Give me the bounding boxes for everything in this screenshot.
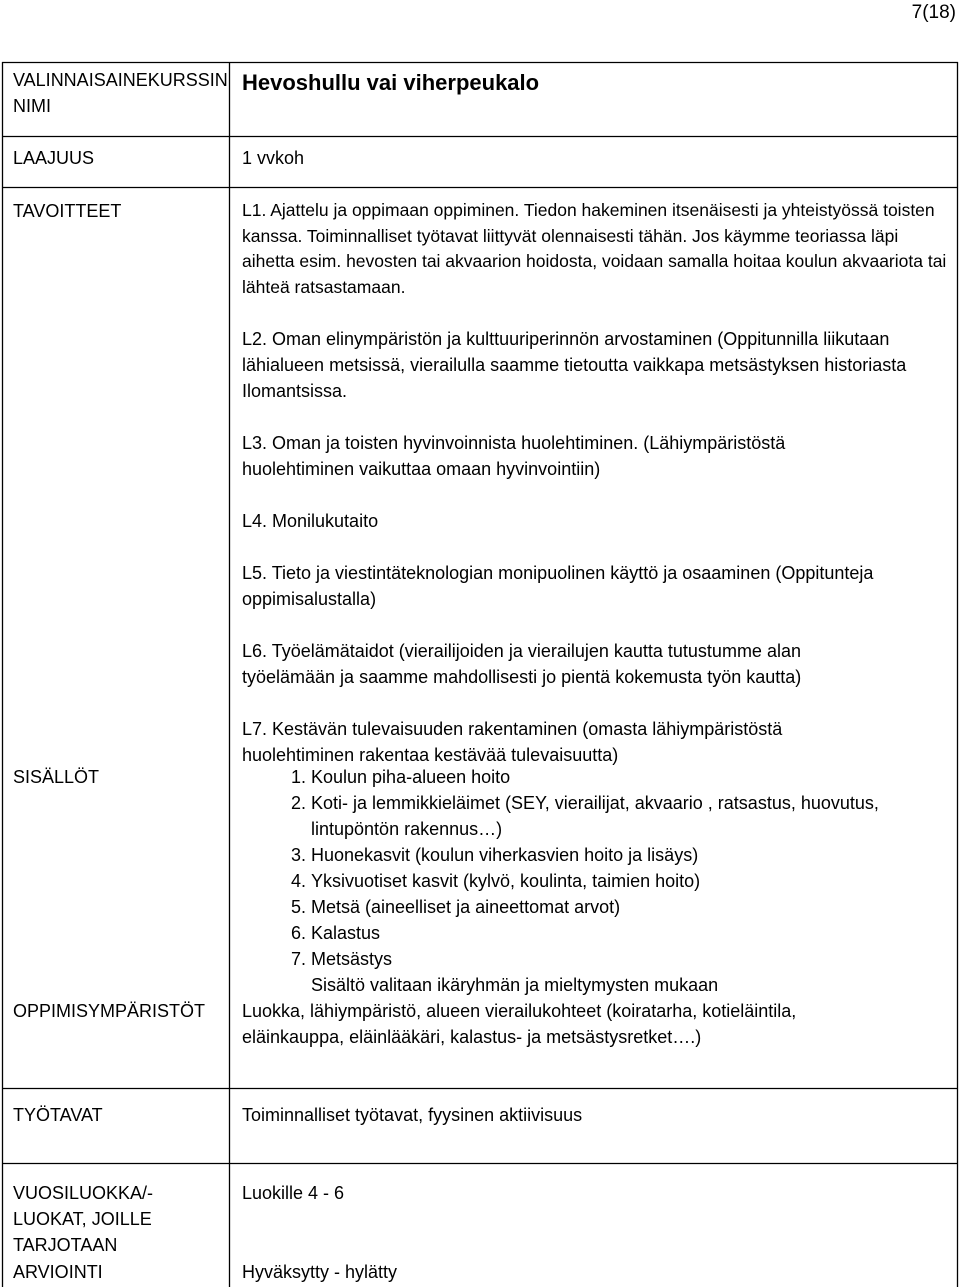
value-tyotavat: Toiminnalliset työtavat, fyysinen aktiivisuus: [242, 1105, 583, 1125]
content-item: 5. Metsä (aineelliset ja aineettomat arvot): [311, 894, 931, 920]
page-number: 7(18): [911, 2, 956, 23]
content-item: 2. Koti- ja lemmikkieläimet (SEY, vierailijat, akvaario , ratsastus, huovutus, lintupöntön rakennus…): [311, 790, 931, 842]
tavoitteet-content: [242, 198, 947, 768]
goal-l7: L7. Kestävän tulevaisuuden rakentaminen (omasta lähiympäristöstä huolehtiminen rakentaa kestävää tulevaisuutta): [242, 719, 783, 765]
label-oppimisymparistot: OPPIMISYMPÄRISTÖT: [13, 1001, 206, 1021]
value-oppimisymparistot: Luokka, lähiympäristö, alueen vierailukohteet (koiratarha, kotieläintila, eläinkauppa, eläinlääkäri, kalastus- ja metsästysretket….): [242, 1001, 797, 1047]
content-item: 6. Kalastus: [311, 920, 931, 946]
label-arviointi: ARVIOINTI: [13, 1262, 103, 1282]
label-laajuus: LAAJUUS: [13, 148, 95, 168]
goal-l4: L4. Monilukutaito: [242, 511, 379, 531]
value-laajuus: 1 vvkoh: [242, 148, 305, 168]
content-item: 4. Yksivuotiset kasvit (kylvö, koulinta, taimien hoito): [311, 868, 931, 894]
label-sisallot: SISÄLLÖT: [13, 767, 100, 787]
goal-l1: L1. Ajattelu ja oppimaan oppiminen. Tiedon hakeminen itsenäisesti ja yhteistyössä toisten kanssa. Toiminnalliset työtavat liittyvät olennaisesti tähän. Jos käymme teoriassa läpi aihetta esim. hevosten tai akvaarion hoidosta, voidaan samalla hoitaa koulun akvaariota tai lähteä ratsastamaan.: [242, 200, 947, 297]
value-vuosiluokka: Luokille 4 - 6: [242, 1183, 345, 1203]
goal-l2: L2. Oman elinympäristön ja kulttuuriperinnön arvostaminen (Oppitunnilla liikutaan lähialueen metsissä, vierailulla saamme tietoutta vaikkapa metsästyksen historiasta Ilomantsissa.: [242, 329, 907, 401]
sisallot-content: [242, 764, 942, 998]
label-vuosiluokka: VUOSILUOKKA/- LUOKAT, JOILLE TARJOTAAN: [13, 1183, 154, 1255]
goal-l3: L3. Oman ja toisten hyvinvoinnista huolehtiminen. (Lähiympäristöstä huolehtiminen vaikuttaa omaan hyvinvointiin): [242, 433, 786, 479]
content-item: 7. Metsästys: [311, 946, 931, 972]
content-list: [242, 764, 931, 972]
content-note: Sisältö valitaan ikäryhmän ja mieltymysten mukaan: [311, 975, 719, 995]
label-tyotavat: TYÖTAVAT: [13, 1105, 103, 1125]
goal-l5: L5. Tieto ja viestintäteknologian monipuolinen käyttö ja osaaminen (Oppitunteja oppimisalustalla): [242, 563, 874, 609]
content-item: 3. Huonekasvit (koulun viherkasvien hoito ja lisäys): [311, 842, 931, 868]
goal-l6: L6. Työelämätaidot (vierailijoiden ja vierailujen kautta tutustumme alan työelämään ja saamme mahdollisesti jo pientä kokemusta työn kautta): [242, 641, 802, 687]
label-tavoitteet: TAVOITTEET: [13, 201, 122, 221]
value-arviointi: Hyväksytty - hylätty: [242, 1262, 398, 1282]
label-nimi: VALINNAISAINEKURSSIN NIMI: [13, 70, 228, 116]
course-title: Hevoshullu vai viherpeukalo: [242, 70, 540, 95]
content-item: 1. Koulun piha-alueen hoito: [311, 764, 931, 790]
